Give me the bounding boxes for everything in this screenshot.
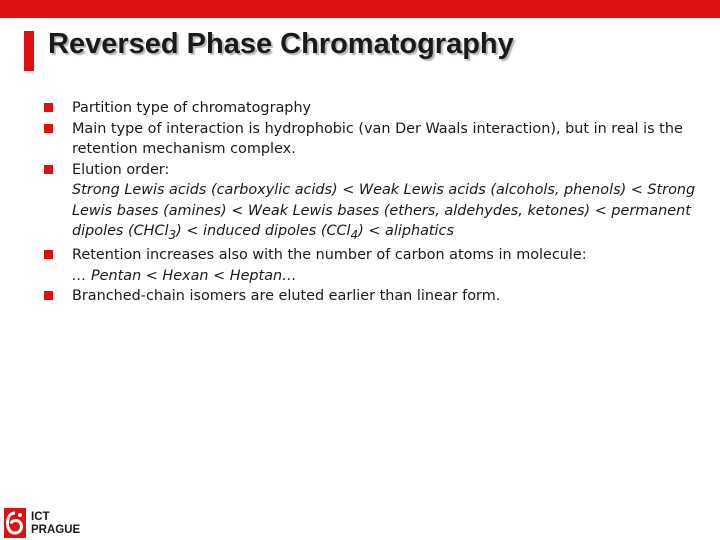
- bullet-item: [44, 245, 704, 266]
- subscript: 3: [168, 227, 177, 242]
- elution-order-text: Strong Lewis acids (carboxylic acids) < Weak Lewis acids (alcohols, phenols) < Strong Lewis bases (amines) < Weak Lewis bases (ethers, aldehydes, ketones) < permanent dipoles (CHCl: [72, 182, 696, 239]
- square-bullet-icon: [44, 165, 53, 174]
- square-bullet-icon: [44, 291, 53, 300]
- bullet-text: Main type of interaction is hydrophobic (van Der Waals interaction), but in real is the retention mechanism complex.: [72, 120, 683, 157]
- carbon-series: … Pentan < Hexan < Heptan…: [72, 267, 297, 284]
- logo-text: [31, 511, 80, 536]
- subscript: 4: [350, 227, 359, 242]
- bullet-text: Elution order:: [72, 161, 170, 178]
- bullet-item: [44, 98, 704, 119]
- header-accent-line: [0, 0, 720, 18]
- ict-prague-logo: [4, 508, 114, 538]
- ict-logo-icon: [4, 508, 26, 538]
- logo-line: PRAGUE: [31, 523, 81, 536]
- elution-order-list: [44, 180, 704, 245]
- bullet-item: [44, 286, 704, 307]
- square-bullet-icon: [44, 124, 53, 133]
- bullet-item: [44, 160, 704, 181]
- bullet-item: [44, 119, 704, 160]
- bullet-text: Partition type of chromatography: [72, 100, 312, 116]
- elution-order-text: ) < aliphatics: [358, 223, 454, 239]
- elution-order-text: ) < induced dipoles (CCl: [176, 223, 351, 239]
- square-bullet-icon: [44, 103, 53, 112]
- bullet-text: Branched-chain isomers are eluted earlier than linear form.: [72, 288, 501, 305]
- square-bullet-icon: [44, 250, 53, 259]
- slide-content: [44, 98, 704, 307]
- slide-title: Reversed Phase Chromatography: [48, 28, 514, 60]
- logo-line: ICT: [31, 511, 50, 523]
- title-accent-bar: [24, 31, 34, 71]
- bullet-text: Retention increases also with the number of carbon atoms in molecule:: [72, 247, 587, 264]
